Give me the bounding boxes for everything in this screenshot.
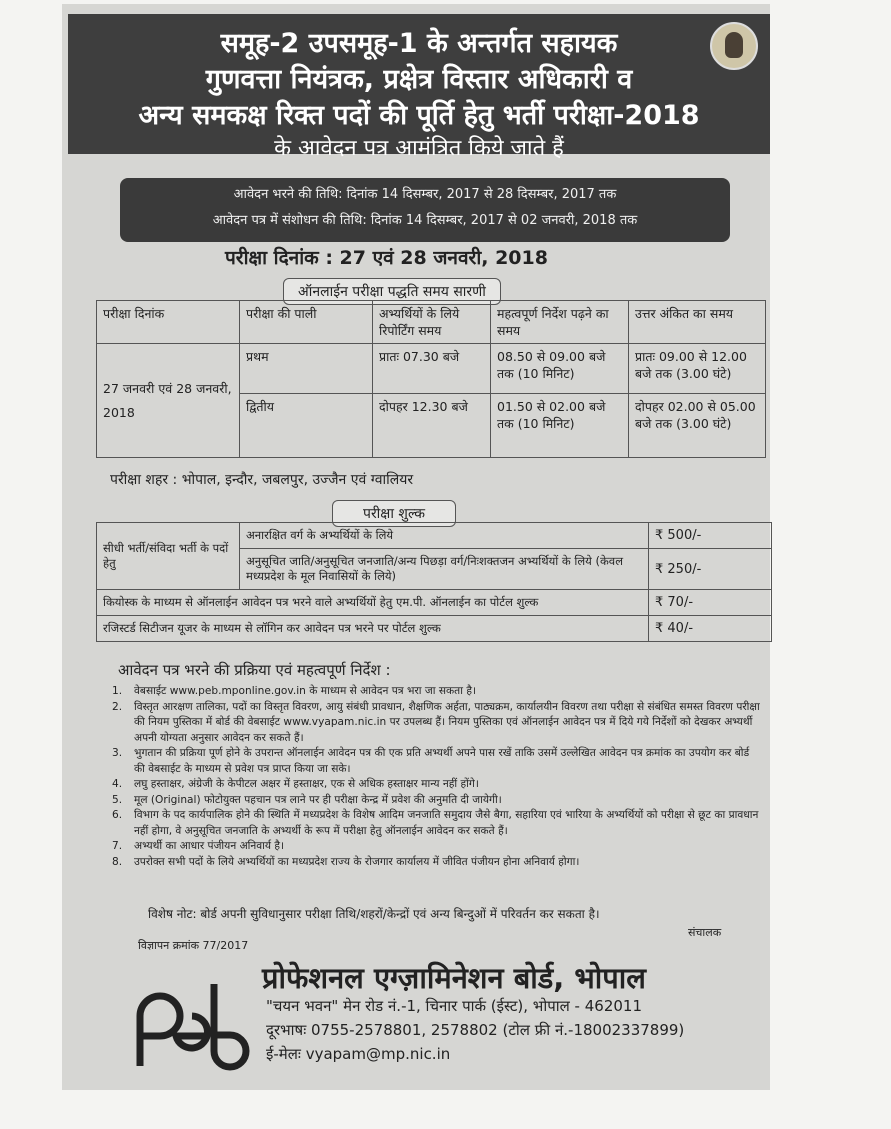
- schedule-header-row: [97, 301, 766, 344]
- reporting-cell: प्रातः 07.30 बजे: [373, 344, 491, 394]
- apply-dates: आवेदन भरने की तिथि: दिनांक 14 दिसम्बर, 2017 से 28 दिसम्बर, 2017 तक: [233, 187, 617, 202]
- answer-cell: प्रातः 09.00 से 12.00 बजे तक (3.00 घंटे): [629, 344, 766, 394]
- answer-cell: दोपहर 02.00 से 05.00 बजे तक (3.00 घंटे): [629, 394, 766, 458]
- correction-dates: आवेदन पत्र में संशोधन की तिथि: दिनांक 14 दिसम्बर, 2017 से 02 जनवरी, 2018 तक: [212, 213, 638, 228]
- fee-desc: कियोस्क के माध्यम से ऑनलाईन आवेदन पत्र भरने वाले अभ्यर्थियों हेतु एम.पी. ऑनलाईन का पोर्टल शुल्क: [97, 590, 649, 616]
- fees-caption: परीक्षा शुल्क: [332, 500, 456, 527]
- schedule-header-cell: अभ्यर्थियों के लिये रिपोर्टिंग समय: [373, 301, 491, 344]
- table-row: [97, 616, 772, 642]
- shift-cell: प्रथम: [240, 344, 373, 394]
- schedule-header-cell: परीक्षा की पाली: [240, 301, 373, 344]
- item-text: लघु हस्ताक्षर, अंग्रेजी के केपीटल अक्षर में हस्ताक्षर, एक से अधिक हस्ताक्षर मान्य नहीं होंगे।: [134, 778, 479, 790]
- item-number: 8.: [112, 855, 123, 868]
- list-item: [112, 855, 762, 871]
- instructions-cell: 01.50 से 02.00 बजे तक (10 मिनिट): [491, 394, 629, 458]
- item-number: 5.: [112, 793, 123, 806]
- exam-cities: परीक्षा शहर : भोपाल, इन्दौर, जबलपुर, उज्जैन एवं ग्वालियर: [110, 472, 414, 488]
- header-line-3: अन्य समकक्ष रिक्त पदों की पूर्ति हेतु भर्ती परीक्षा-2018: [138, 100, 700, 131]
- header-line-2: गुणवत्ता नियंत्रक, प्रक्षेत्र विस्तार अधिकारी व: [205, 64, 633, 95]
- header-line-4: के आवेदन पत्र आमंत्रित किये जाते हैं: [274, 136, 564, 161]
- list-item: [112, 808, 762, 839]
- org-address: "चयन भवन" मेन रोड नं.-1, चिनार पार्क (ईस्ट), भोपाल - 462011: [266, 997, 642, 1015]
- fee-desc: अनुसूचित जाति/अनुसूचित जनजाति/अन्य पिछड़ा वर्ग/निःशक्तजन अभ्यर्थियों के लिये (केवल मध्यप्रदेश के मूल निवासियों के लिये): [240, 549, 649, 590]
- item-number: 6.: [112, 809, 123, 821]
- fees-group-label: सीधी भर्ती/संविदा भर्ती के पदों हेतु: [97, 523, 240, 590]
- item-text: उपरोक्त सभी पदों के लिये अभ्यर्थियों का मध्यप्रदेश राज्य के रोजगार कार्यालय में जीवित पंजीयन होना अनिवार्य होगा।: [134, 855, 580, 868]
- director-signoff: संचालक: [688, 926, 722, 939]
- reporting-cell: दोपहर 12.30 बजे: [373, 394, 491, 458]
- procedure-title: आवेदन पत्र भरने की प्रक्रिया एवं महत्वपूर्ण निर्देश :: [118, 661, 391, 679]
- list-item: [112, 777, 762, 793]
- peb-logo-icon: [132, 976, 250, 1072]
- special-note: विशेष नोट: बोर्ड अपनी सुविधानुसार परीक्षा तिथि/शहरों/केन्द्रों एवं अन्य बिन्दुओं में परिवर्तन कर सकता है।: [148, 907, 600, 921]
- header-line-1: समूह-2 उपसमूह-1 के अन्तर्गत सहायक: [220, 28, 618, 59]
- item-number: 4.: [112, 778, 123, 790]
- schedule-header-cell: महत्वपूर्ण निर्देश पढ़ने का समय: [491, 301, 629, 344]
- table-row: [97, 344, 766, 394]
- item-text: भुगतान की प्रक्रिया पूर्ण होने के उपरान्त ऑनलाईन आवेदन पत्र की एक प्रति अभ्यर्थी अपने पास रखें ताकि उसमें उल्लेखित आवेदन पत्र क्रमांक का उपयोग कर बोर्ड की वेबसाईट के माध्यम से प्रवेश पत्र प्राप्त किया जा सके।: [134, 747, 750, 775]
- schedule-date-cell: 27 जनवरी एवं 28 जनवरी, 2018: [97, 344, 240, 458]
- portrait-seal-icon: [710, 22, 758, 70]
- item-text: वेबसाईट www.peb.mponline.gov.in के माध्यम से आवेदन पत्र भरा जा सकता है।: [134, 685, 476, 697]
- item-text: मूल (Original) फोटोयुक्त पहचान पत्र लाने पर ही परीक्षा केन्द्र में प्रवेश की अनुमति दी जायेगी।: [134, 793, 502, 806]
- table-row: [97, 523, 772, 549]
- org-phone: दूरभाषः 0755-2578801, 2578802 (टोल फ्री नं.-18002337899): [266, 1021, 685, 1039]
- ad-number: विज्ञापन क्रमांक 77/2017: [138, 939, 249, 952]
- fees-table: [96, 522, 772, 642]
- table-row: [97, 590, 772, 616]
- fee-amount: ₹ 40/-: [649, 616, 772, 642]
- procedure-list: [112, 684, 762, 870]
- fee-desc: रजिस्टर्ड सिटीजन यूजर के माध्यम से लॉगिन कर आवेदन पत्र भरने पर पोर्टल शुल्क: [97, 616, 649, 642]
- item-text: विस्तृत आरक्षण तालिका, पदों का विस्तृत विवरण, आयु संबंधी प्रावधान, शैक्षणिक अर्हता, पाठ्यक्रम, कार्यालयीन विवरण तथा परीक्षा से संबंधित समस्त विवरण परीक्षा की नियम पुस्तिका में बोर्ड की वेबसाईट www.vyapam.nic.in पर उपलब्ध हैं। नियम पुस्तिका एवं ऑनलाईन आवेदन पत्र में दिये गये निर्देशों को देखकर अभ्यर्थी अपनी योग्यता अनुसार आवेदन कर सकते हैं।: [134, 700, 760, 744]
- shift-cell: द्वितीय: [240, 394, 373, 458]
- list-item: [112, 839, 762, 855]
- list-item: [112, 746, 762, 777]
- instructions-cell: 08.50 से 09.00 बजे तक (10 मिनिट): [491, 344, 629, 394]
- fee-desc: अनारक्षित वर्ग के अभ्यर्थियों के लिये: [240, 523, 649, 549]
- schedule-caption: ऑनलाईन परीक्षा पद्धति समय सारणी: [283, 278, 501, 305]
- header-banner: [68, 14, 770, 161]
- exam-date: परीक्षा दिनांक : 27 एवं 28 जनवरी, 2018: [225, 247, 548, 269]
- item-text: विभाग के पद कार्यपालिक होने की स्थिति में मध्यप्रदेश के विशेष आदिम जनजाति समुदाय जैसे बैगा, सहारिया एवं भारिया के अभ्यर्थियों को परीक्षा से छूट का प्रावधान नहीं होगा, वे अनुसूचित जनजाति के अभ्यर्थी के रूप में परीक्षा हेतु ऑनलाईन आवेदन कर सकते हैं।: [134, 809, 759, 837]
- fee-amount: ₹ 500/-: [649, 523, 772, 549]
- footer: [112, 958, 762, 1078]
- schedule-header-cell: परीक्षा दिनांक: [97, 301, 240, 344]
- item-number: 7.: [112, 840, 123, 852]
- schedule-table: [96, 300, 766, 458]
- schedule-header-cell: उत्तर अंकित का समय: [629, 301, 766, 344]
- fee-amount: ₹ 70/-: [649, 590, 772, 616]
- item-number: 3.: [112, 747, 123, 759]
- org-email: ई-मेलः vyapam@mp.nic.in: [266, 1045, 451, 1063]
- org-name: प्रोफेशनल एग्ज़ामिनेशन बोर्ड, भोपाल: [262, 961, 646, 995]
- list-item: [112, 793, 762, 809]
- list-item: [112, 684, 762, 700]
- item-number: 2.: [112, 700, 123, 713]
- dates-box: [120, 178, 730, 242]
- list-item: [112, 700, 762, 747]
- fee-amount: ₹ 250/-: [649, 549, 772, 590]
- item-number: 1.: [112, 685, 123, 697]
- item-text: अभ्यर्थी का आधार पंजीयन अनिवार्य है।: [134, 840, 285, 852]
